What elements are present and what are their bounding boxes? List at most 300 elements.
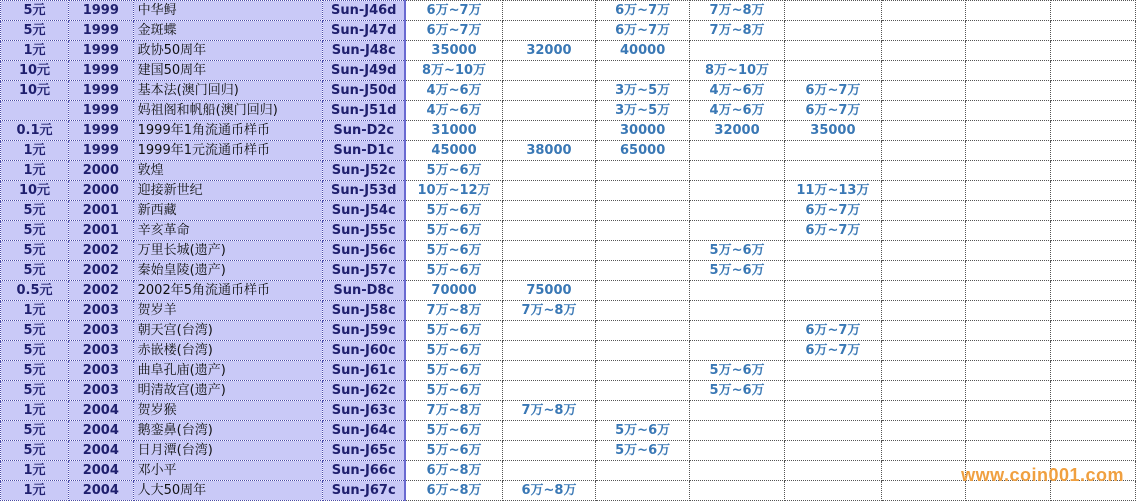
price-cell — [785, 161, 882, 181]
table-row — [1, 61, 1136, 81]
price-cell — [689, 421, 784, 441]
code-cell: Sun-J59c — [323, 321, 406, 341]
price-cell: 6万~7万 — [596, 1, 690, 21]
code-cell: Sun-J51d — [323, 101, 406, 121]
name-cell: 政协50周年 — [133, 41, 322, 61]
denomination-cell: 10元 — [1, 81, 69, 101]
table-row — [1, 221, 1136, 241]
price-cell — [785, 461, 882, 481]
price-cell: 6万~8万 — [502, 481, 596, 501]
price-cell — [1051, 301, 1136, 321]
price-cell — [1051, 101, 1136, 121]
price-cell — [502, 181, 596, 201]
code-cell: Sun-J61c — [323, 361, 406, 381]
price-cell: 6万~8万 — [405, 461, 502, 481]
price-cell — [502, 21, 596, 41]
price-cell — [881, 361, 966, 381]
price-cell: 4万~6万 — [689, 101, 784, 121]
price-cell — [596, 321, 690, 341]
price-cell — [881, 181, 966, 201]
price-cell: 6万~7万 — [405, 1, 502, 21]
price-cell — [881, 401, 966, 421]
year-cell: 1999 — [68, 41, 133, 61]
table-row — [1, 41, 1136, 61]
table-row — [1, 81, 1136, 101]
denomination-cell: 1元 — [1, 141, 69, 161]
price-cell: 6万~7万 — [785, 321, 882, 341]
denomination-cell: 5元 — [1, 421, 69, 441]
price-cell: 8万~10万 — [689, 61, 784, 81]
name-cell: 敦煌 — [133, 161, 322, 181]
price-cell: 65000 — [596, 141, 690, 161]
price-cell — [785, 481, 882, 501]
price-cell — [1051, 61, 1136, 81]
price-cell — [966, 281, 1051, 301]
year-cell: 2003 — [68, 381, 133, 401]
price-cell — [689, 201, 784, 221]
code-cell: Sun-J67c — [323, 481, 406, 501]
price-cell — [1051, 321, 1136, 341]
price-cell — [785, 261, 882, 281]
denomination-cell: 5元 — [1, 381, 69, 401]
price-cell — [502, 1, 596, 21]
price-cell: 6万~8万 — [405, 481, 502, 501]
price-cell — [1051, 161, 1136, 181]
table-row — [1, 321, 1136, 341]
price-cell: 4万~6万 — [405, 81, 502, 101]
price-cell — [966, 261, 1051, 281]
code-cell: Sun-D1c — [323, 141, 406, 161]
price-cell — [502, 241, 596, 261]
price-cell: 5万~6万 — [405, 381, 502, 401]
price-cell: 6万~7万 — [785, 201, 882, 221]
name-cell: 1999年1元流通币样币 — [133, 141, 322, 161]
denomination-cell: 5元 — [1, 1, 69, 21]
code-cell: Sun-J63c — [323, 401, 406, 421]
code-cell: Sun-J46d — [323, 1, 406, 21]
year-cell: 2000 — [68, 181, 133, 201]
code-cell: Sun-J54c — [323, 201, 406, 221]
price-cell — [689, 181, 784, 201]
table-row — [1, 101, 1136, 121]
table-row — [1, 301, 1136, 321]
price-cell — [966, 341, 1051, 361]
table-row — [1, 401, 1136, 421]
price-cell: 7万~8万 — [502, 401, 596, 421]
price-cell: 75000 — [502, 281, 596, 301]
name-cell: 秦始皇陵(遗产) — [133, 261, 322, 281]
price-cell — [785, 281, 882, 301]
price-cell — [596, 201, 690, 221]
price-cell — [881, 381, 966, 401]
denomination-cell: 5元 — [1, 361, 69, 381]
price-cell: 5万~6万 — [596, 421, 690, 441]
price-cell — [1051, 401, 1136, 421]
price-cell: 10万~12万 — [405, 181, 502, 201]
denomination-cell: 5元 — [1, 261, 69, 281]
year-cell: 1999 — [68, 81, 133, 101]
table-row — [1, 161, 1136, 181]
price-cell: 7万~8万 — [405, 401, 502, 421]
price-cell — [785, 361, 882, 381]
price-cell — [881, 321, 966, 341]
table-row — [1, 261, 1136, 281]
price-cell — [502, 121, 596, 141]
price-cell — [1051, 421, 1136, 441]
name-cell: 明清故宫(遗产) — [133, 381, 322, 401]
price-cell — [689, 341, 784, 361]
price-cell: 5万~6万 — [405, 421, 502, 441]
price-cell — [785, 141, 882, 161]
table-row — [1, 341, 1136, 361]
name-cell: 贺岁猴 — [133, 401, 322, 421]
denomination-cell: 5元 — [1, 321, 69, 341]
price-cell — [966, 101, 1051, 121]
price-cell — [596, 301, 690, 321]
code-cell: Sun-J58c — [323, 301, 406, 321]
code-cell: Sun-J64c — [323, 421, 406, 441]
price-cell — [1051, 261, 1136, 281]
name-cell: 1999年1角流通币样币 — [133, 121, 322, 141]
price-cell — [966, 321, 1051, 341]
table-row — [1, 281, 1136, 301]
price-cell — [502, 81, 596, 101]
price-cell: 5万~6万 — [689, 241, 784, 261]
price-cell — [596, 341, 690, 361]
price-cell — [966, 81, 1051, 101]
price-cell — [966, 421, 1051, 441]
price-cell — [502, 421, 596, 441]
year-cell: 1999 — [68, 1, 133, 21]
price-cell — [596, 181, 690, 201]
price-cell: 6万~7万 — [785, 341, 882, 361]
denomination-cell: 5元 — [1, 441, 69, 461]
table-row — [1, 21, 1136, 41]
price-cell: 5万~6万 — [405, 341, 502, 361]
price-cell — [785, 401, 882, 421]
price-cell — [966, 41, 1051, 61]
year-cell: 2002 — [68, 261, 133, 281]
price-cell: 32000 — [502, 41, 596, 61]
price-cell — [502, 441, 596, 461]
year-cell: 1999 — [68, 141, 133, 161]
name-cell: 基本法(澳门回归) — [133, 81, 322, 101]
price-cell — [1051, 1, 1136, 21]
year-cell: 2003 — [68, 321, 133, 341]
price-cell: 6万~7万 — [785, 221, 882, 241]
price-cell — [1051, 81, 1136, 101]
year-cell: 1999 — [68, 21, 133, 41]
code-cell: Sun-J65c — [323, 441, 406, 461]
price-cell: 3万~5万 — [596, 101, 690, 121]
price-cell — [966, 1, 1051, 21]
price-cell — [689, 41, 784, 61]
price-cell: 4万~6万 — [689, 81, 784, 101]
price-cell: 11万~13万 — [785, 181, 882, 201]
price-cell — [785, 61, 882, 81]
name-cell: 迎接新世纪 — [133, 181, 322, 201]
price-cell: 5万~6万 — [689, 261, 784, 281]
table-row — [1, 241, 1136, 261]
price-cell — [502, 321, 596, 341]
price-cell: 30000 — [596, 121, 690, 141]
price-cell — [502, 61, 596, 81]
price-cell — [966, 61, 1051, 81]
price-cell — [785, 41, 882, 61]
price-cell — [966, 441, 1051, 461]
price-cell: 5万~6万 — [689, 381, 784, 401]
price-cell — [881, 341, 966, 361]
price-cell — [689, 301, 784, 321]
code-cell: Sun-J62c — [323, 381, 406, 401]
price-cell: 8万~10万 — [405, 61, 502, 81]
price-cell — [881, 1, 966, 21]
denomination-cell: 5元 — [1, 341, 69, 361]
price-cell: 5万~6万 — [405, 261, 502, 281]
price-cell — [596, 381, 690, 401]
name-cell: 邓小平 — [133, 461, 322, 481]
price-cell — [881, 161, 966, 181]
table-row — [1, 141, 1136, 161]
denomination-cell: 0.1元 — [1, 121, 69, 141]
price-cell — [1051, 181, 1136, 201]
price-cell — [1051, 281, 1136, 301]
denomination-cell: 10元 — [1, 181, 69, 201]
price-cell — [881, 121, 966, 141]
price-cell — [966, 161, 1051, 181]
price-cell — [1051, 21, 1136, 41]
watermark: www.coin001.com — [961, 465, 1124, 485]
code-cell: Sun-J52c — [323, 161, 406, 181]
name-cell: 朝天宫(台湾) — [133, 321, 322, 341]
table-row — [1, 181, 1136, 201]
price-cell — [966, 201, 1051, 221]
price-cell: 3万~5万 — [596, 81, 690, 101]
name-cell: 2002年5角流通币样币 — [133, 281, 322, 301]
code-cell: Sun-D2c — [323, 121, 406, 141]
price-cell — [502, 341, 596, 361]
denomination-cell: 5元 — [1, 21, 69, 41]
price-cell — [785, 1, 882, 21]
price-cell — [966, 181, 1051, 201]
code-cell: Sun-J50d — [323, 81, 406, 101]
price-cell — [881, 261, 966, 281]
year-cell: 2002 — [68, 241, 133, 261]
price-cell — [502, 461, 596, 481]
price-cell — [596, 281, 690, 301]
price-cell: 5万~6万 — [596, 441, 690, 461]
price-cell: 6万~7万 — [785, 81, 882, 101]
price-cell — [1051, 341, 1136, 361]
price-cell — [785, 301, 882, 321]
price-cell — [966, 361, 1051, 381]
price-cell: 70000 — [405, 281, 502, 301]
year-cell: 2003 — [68, 341, 133, 361]
price-cell — [785, 381, 882, 401]
year-cell: 2001 — [68, 221, 133, 241]
table-row — [1, 421, 1136, 441]
price-cell — [881, 281, 966, 301]
code-cell: Sun-J49d — [323, 61, 406, 81]
denomination-cell: 1元 — [1, 461, 69, 481]
year-cell: 1999 — [68, 61, 133, 81]
price-cell — [1051, 141, 1136, 161]
code-cell: Sun-J57c — [323, 261, 406, 281]
price-cell — [881, 461, 966, 481]
price-cell — [966, 221, 1051, 241]
price-cell: 4万~6万 — [405, 101, 502, 121]
price-cell — [881, 61, 966, 81]
price-cell — [881, 301, 966, 321]
price-cell — [1051, 121, 1136, 141]
name-cell: 日月潭(台湾) — [133, 441, 322, 461]
price-cell — [596, 261, 690, 281]
year-cell: 2004 — [68, 401, 133, 421]
price-cell — [502, 261, 596, 281]
price-cell — [966, 381, 1051, 401]
code-cell: Sun-J48c — [323, 41, 406, 61]
price-cell — [689, 401, 784, 421]
price-cell — [785, 241, 882, 261]
code-cell: Sun-J53d — [323, 181, 406, 201]
code-cell: Sun-J56c — [323, 241, 406, 261]
price-cell — [689, 461, 784, 481]
table-row — [1, 361, 1136, 381]
name-cell: 建国50周年 — [133, 61, 322, 81]
table-body — [1, 1, 1136, 501]
price-cell: 5万~6万 — [405, 221, 502, 241]
price-cell: 5万~6万 — [405, 441, 502, 461]
price-cell: 38000 — [502, 141, 596, 161]
price-cell — [966, 21, 1051, 41]
price-cell — [689, 481, 784, 501]
price-cell — [881, 21, 966, 41]
code-cell: Sun-J66c — [323, 461, 406, 481]
denomination-cell: 1元 — [1, 301, 69, 321]
year-cell: 2004 — [68, 441, 133, 461]
name-cell: 金斑蝶 — [133, 21, 322, 41]
price-cell: 7万~8万 — [405, 301, 502, 321]
code-cell: Sun-J55c — [323, 221, 406, 241]
name-cell: 贺岁羊 — [133, 301, 322, 321]
price-cell: 5万~6万 — [405, 161, 502, 181]
year-cell: 2003 — [68, 301, 133, 321]
price-cell — [596, 361, 690, 381]
price-cell: 5万~6万 — [405, 201, 502, 221]
table-row — [1, 1, 1136, 21]
price-cell — [966, 141, 1051, 161]
price-cell: 7万~8万 — [502, 301, 596, 321]
price-cell: 7万~8万 — [689, 21, 784, 41]
price-cell — [689, 221, 784, 241]
price-cell — [689, 281, 784, 301]
denomination-cell: 1元 — [1, 41, 69, 61]
price-cell — [1051, 241, 1136, 261]
price-cell — [881, 101, 966, 121]
denomination-cell: 1元 — [1, 161, 69, 181]
code-cell: Sun-J47d — [323, 21, 406, 41]
year-cell: 2004 — [68, 481, 133, 501]
year-cell: 2004 — [68, 421, 133, 441]
price-cell: 40000 — [596, 41, 690, 61]
price-cell — [881, 221, 966, 241]
price-cell — [689, 441, 784, 461]
price-cell: 31000 — [405, 121, 502, 141]
table-row — [1, 201, 1136, 221]
price-cell: 35000 — [785, 121, 882, 141]
price-cell — [502, 101, 596, 121]
name-cell: 辛亥革命 — [133, 221, 322, 241]
price-cell — [689, 321, 784, 341]
name-cell: 中华鲟 — [133, 1, 322, 21]
name-cell: 曲阜孔庙(遗产) — [133, 361, 322, 381]
price-cell: 7万~8万 — [689, 1, 784, 21]
price-cell — [502, 201, 596, 221]
year-cell: 2002 — [68, 281, 133, 301]
price-cell: 5万~6万 — [405, 241, 502, 261]
price-cell — [502, 381, 596, 401]
denomination-cell: 5元 — [1, 241, 69, 261]
price-cell: 5万~6万 — [405, 361, 502, 381]
price-cell: 32000 — [689, 121, 784, 141]
price-cell — [785, 21, 882, 41]
denomination-cell: 5元 — [1, 201, 69, 221]
price-cell: 5万~6万 — [405, 321, 502, 341]
table-row — [1, 441, 1136, 461]
price-cell — [966, 401, 1051, 421]
denomination-cell: 1元 — [1, 401, 69, 421]
price-cell — [881, 201, 966, 221]
price-cell — [881, 241, 966, 261]
price-cell — [881, 441, 966, 461]
price-cell — [966, 241, 1051, 261]
price-cell — [881, 141, 966, 161]
price-cell — [596, 161, 690, 181]
name-cell: 鹅銮鼻(台湾) — [133, 421, 322, 441]
price-cell — [1051, 381, 1136, 401]
table-row — [1, 121, 1136, 141]
price-cell: 6万~7万 — [785, 101, 882, 121]
name-cell: 万里长城(遗产) — [133, 241, 322, 261]
price-cell — [881, 41, 966, 61]
price-cell — [881, 481, 966, 501]
denomination-cell: 1元 — [1, 481, 69, 501]
denomination-cell — [1, 101, 69, 121]
year-cell: 1999 — [68, 121, 133, 141]
code-cell: Sun-J60c — [323, 341, 406, 361]
price-cell: 45000 — [405, 141, 502, 161]
year-cell: 2001 — [68, 201, 133, 221]
price-cell: 6万~7万 — [405, 21, 502, 41]
price-cell — [966, 121, 1051, 141]
price-cell — [596, 461, 690, 481]
price-cell — [1051, 201, 1136, 221]
year-cell: 2003 — [68, 361, 133, 381]
year-cell: 2004 — [68, 461, 133, 481]
price-cell — [881, 81, 966, 101]
price-cell — [966, 301, 1051, 321]
price-cell — [596, 61, 690, 81]
year-cell: 1999 — [68, 101, 133, 121]
price-cell — [596, 401, 690, 421]
denomination-cell: 0.5元 — [1, 281, 69, 301]
price-cell — [689, 141, 784, 161]
price-cell — [596, 481, 690, 501]
price-cell — [1051, 221, 1136, 241]
denomination-cell: 5元 — [1, 221, 69, 241]
price-cell — [881, 421, 966, 441]
price-cell — [785, 441, 882, 461]
